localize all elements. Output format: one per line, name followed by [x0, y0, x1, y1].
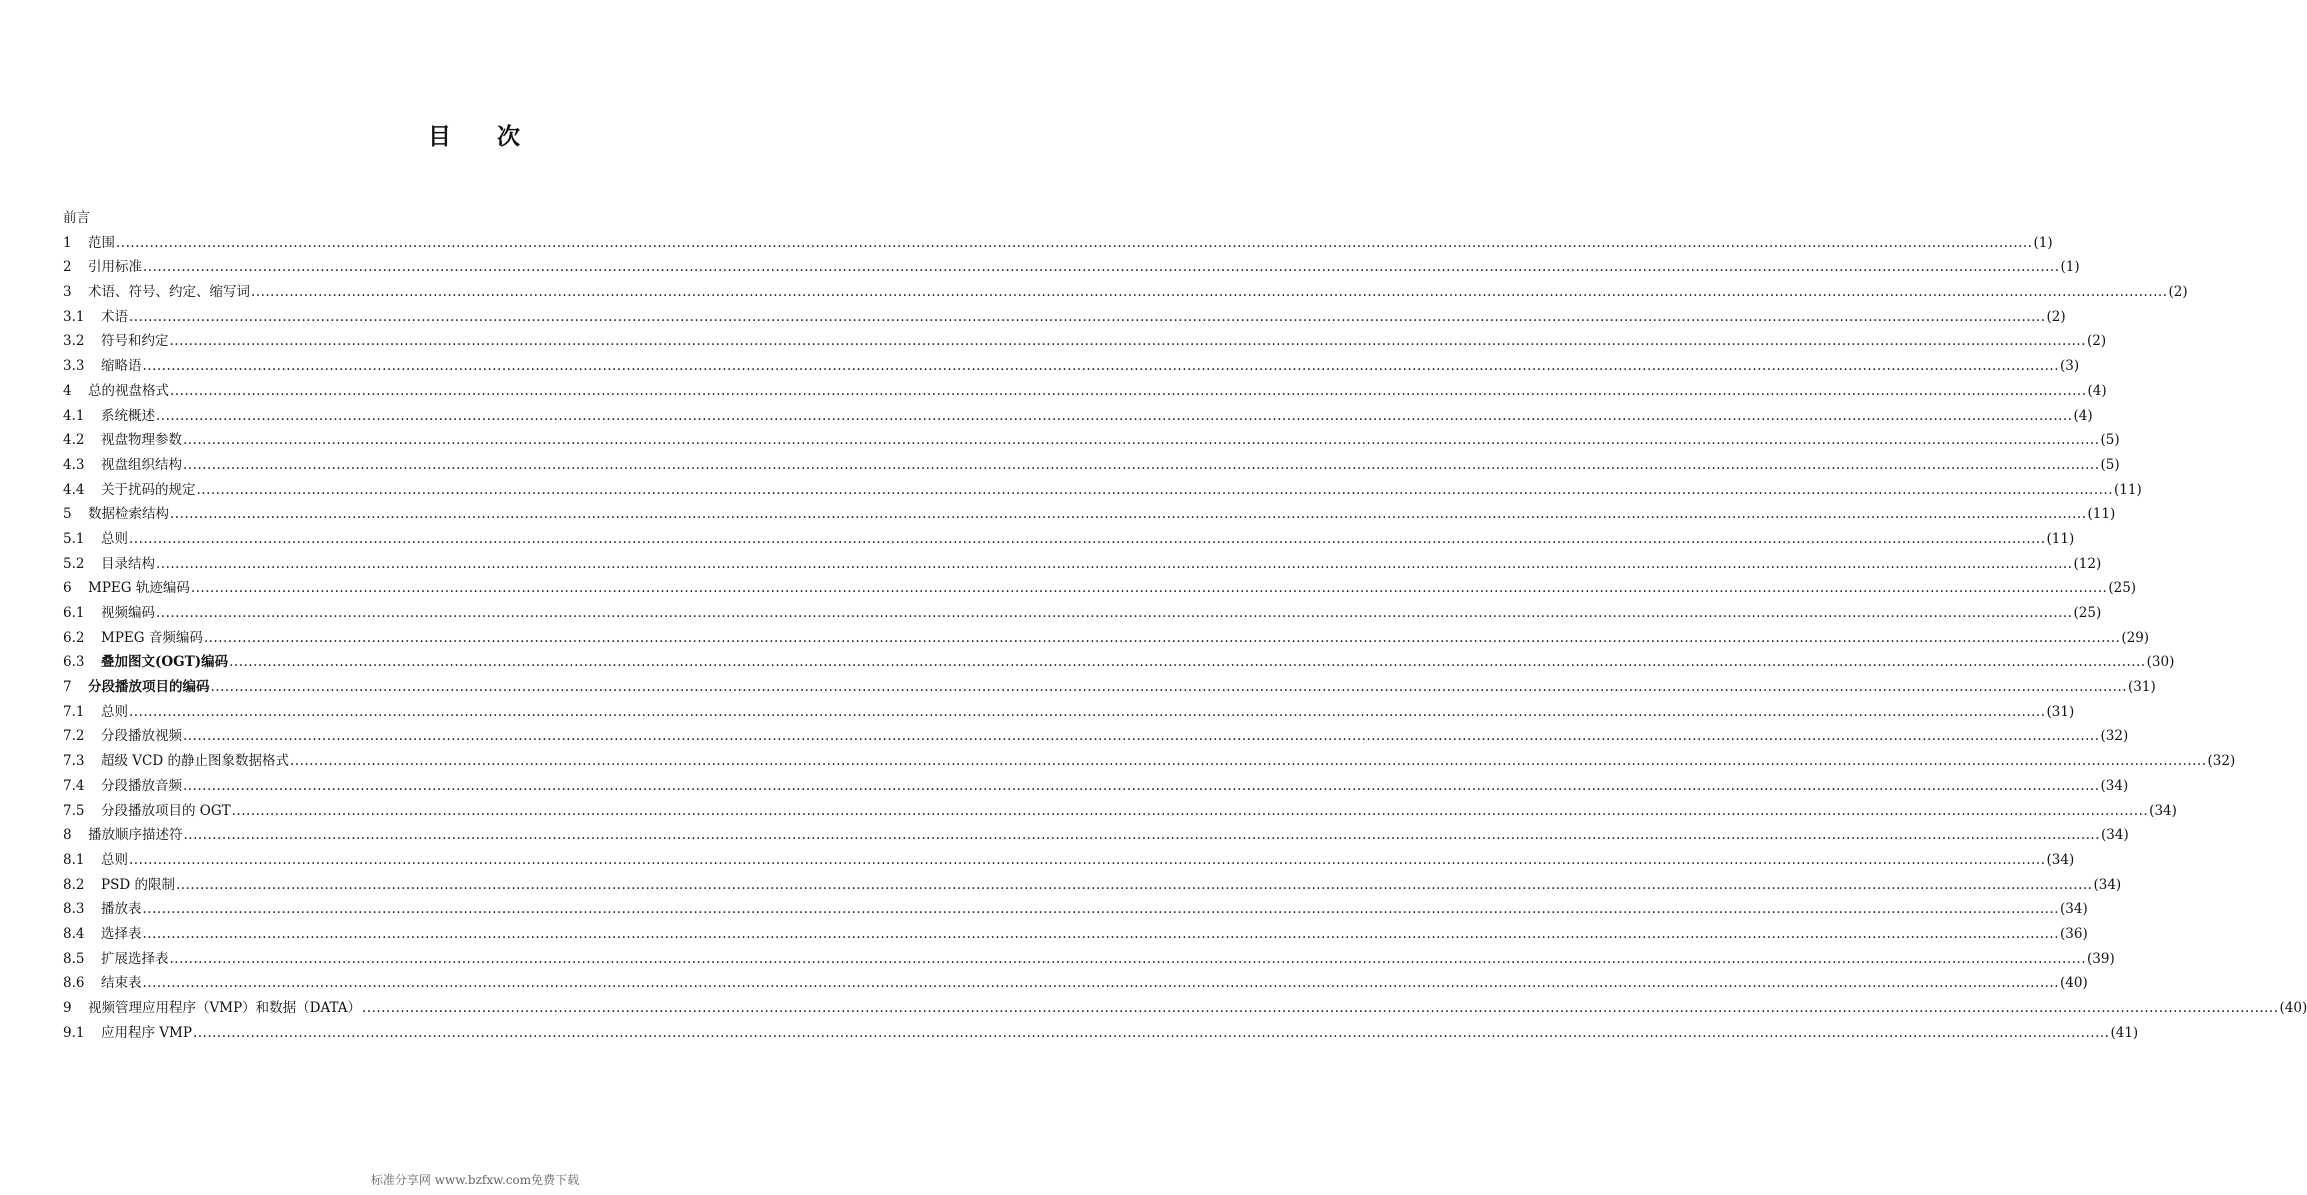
toc-entry-page: (5) — [2100, 432, 2120, 449]
toc-entry-title: 播放顺序描述符 — [88, 827, 183, 844]
toc-entry-page: (4) — [2073, 407, 2093, 424]
toc-entry-title: 视盘物理参数 — [101, 432, 182, 449]
toc-entry-number: 4.4 — [63, 481, 85, 498]
toc-entry — [63, 996, 2307, 1021]
toc-entry — [63, 453, 2120, 478]
toc-entry-number: 7.3 — [63, 753, 85, 770]
toc-entry-title: MPEG 音频编码 — [101, 629, 203, 646]
toc-entry-title: 选择表 — [101, 925, 142, 942]
toc-entry-page: (31) — [2128, 679, 2156, 696]
toc-entry-number: 6 — [63, 580, 72, 597]
toc-dot-leader: ................................................................................................................................................................................................................................................................................................................................................................................................................ — [142, 975, 2060, 992]
toc-entry-number: 6.3 — [63, 654, 85, 671]
toc-entry-number: 6.1 — [63, 605, 85, 621]
toc-entry-title: 视盘组织结构 — [101, 456, 182, 473]
toc-entry-page: (1) — [2033, 234, 2053, 251]
toc-dot-leader: ................................................................................................................................................................................................................................................................................................................................................................................................................ — [129, 530, 2046, 547]
toc-entry-title: 分段播放音频 — [101, 777, 182, 794]
toc-entry-number: 8.3 — [63, 901, 85, 918]
toc-entry-page: (41) — [2110, 1024, 2139, 1041]
toc-dot-leader: ................................................................................................................................................................................................................................................................................................................................................................................................................ — [203, 629, 2121, 646]
toc-entry-number: 6.2 — [63, 629, 85, 646]
footer-watermark: 标准分享网 www.bzfxw.com免费下载 — [370, 1173, 580, 1187]
toc-entry — [63, 799, 2177, 824]
toc-dot-leader: ................................................................................................................................................................................................................................................................................................................................................................................................................ — [183, 456, 2100, 473]
toc-entry-number: 8.1 — [63, 851, 85, 868]
toc-entry — [63, 700, 2075, 725]
toc-dot-leader: ................................................................................................................................................................................................................................................................................................................................................................................................................ — [183, 827, 2101, 844]
toc-entry-page: (40) — [2279, 1000, 2307, 1016]
toc-entry-page: (4) — [2087, 382, 2107, 399]
toc-entry — [63, 527, 2075, 552]
toc-entry-page: (11) — [2087, 506, 2116, 523]
toc-entry-title: 总则 — [101, 703, 128, 720]
toc-entry-page: (2) — [2168, 284, 2188, 301]
toc-entry-number: 5 — [63, 506, 72, 523]
toc-entry — [63, 873, 2122, 898]
toc-entry-page: (11) — [2046, 530, 2075, 547]
toc-entry — [63, 1021, 2139, 1046]
toc-entry — [63, 650, 2175, 675]
toc-entry-number: 7 — [63, 679, 72, 696]
toc-entry-page: (34) — [2101, 827, 2129, 844]
toc-dot-leader: ................................................................................................................................................................................................................................................................................................................................................................................................................ — [142, 901, 2060, 918]
toc-entry-title: 视频管理应用程序（VMP）和数据（DATA） — [88, 1000, 362, 1016]
toc-entry — [63, 379, 2107, 404]
toc-entry-title: 系统概述 — [101, 407, 155, 424]
toc-entry-title: 叠加图文(OGT)编码 — [101, 654, 229, 671]
toc-dot-leader: ................................................................................................................................................................................................................................................................................................................................................................................................................ — [251, 284, 2168, 301]
toc-entry-page: (36) — [2060, 925, 2088, 942]
toc-dot-leader: ................................................................................................................................................................................................................................................................................................................................................................................................................ — [183, 432, 2100, 449]
toc-entry-page: (32) — [2100, 728, 2129, 745]
toc-entry — [63, 305, 2066, 330]
toc-entry-number: 8.5 — [63, 950, 85, 967]
toc-dot-leader: ................................................................................................................................................................................................................................................................................................................................................................................................................ — [129, 851, 2046, 868]
toc-dot-leader: ................................................................................................................................................................................................................................................................................................................................................................................................................ — [231, 802, 2149, 819]
toc-entry-page: (34) — [2060, 901, 2088, 918]
title-char-1: 目 — [428, 124, 453, 150]
toc-entry — [63, 626, 2150, 651]
toc-entry — [63, 552, 2102, 577]
toc-entry-page: (34) — [2149, 802, 2177, 819]
toc-entry-title: 超级 VCD 的静止图象数据格式 — [101, 753, 289, 770]
toc-dot-leader: ................................................................................................................................................................................................................................................................................................................................................................................................................ — [210, 679, 2128, 696]
toc-entry-page: (34) — [2093, 876, 2122, 893]
toc-dot-leader: ................................................................................................................................................................................................................................................................................................................................................................................................................ — [175, 876, 2093, 893]
page-title — [0, 118, 950, 151]
toc-entry-page: (12) — [2073, 555, 2102, 572]
toc-dot-leader: ................................................................................................................................................................................................................................................................................................................................................................................................................ — [129, 703, 2046, 720]
toc-entry — [63, 404, 2093, 429]
toc-entry-title: 分段播放视频 — [101, 728, 182, 745]
toc-entry-title: 总则 — [101, 851, 128, 868]
toc-entry-title: 分段播放项目的编码 — [88, 679, 210, 696]
toc-dot-leader: ................................................................................................................................................................................................................................................................................................................................................................................................................ — [290, 753, 2207, 770]
toc-entry-page: (2) — [2087, 333, 2107, 350]
toc-entry-page: (29) — [2121, 629, 2150, 646]
toc-dot-leader: ................................................................................................................................................................................................................................................................................................................................................................................................................ — [362, 1000, 2279, 1016]
toc-entry — [63, 774, 2129, 799]
toc-entry-title: 视频编码 — [101, 605, 155, 621]
toc-entry — [63, 231, 2053, 256]
toc-entry-page: (34) — [2100, 777, 2129, 794]
toc-entry — [63, 947, 2115, 972]
toc-entry-number: 2 — [63, 259, 72, 276]
toc-entry-title: 缩略语 — [101, 358, 142, 375]
toc-entry-number: 5.2 — [63, 555, 85, 572]
title-char-2: 次 — [497, 124, 522, 150]
toc-entry-page: (5) — [2100, 456, 2120, 473]
toc-entry-title: 应用程序 VMP — [101, 1024, 192, 1041]
toc-entry-title: 播放表 — [101, 901, 142, 918]
toc-entry — [63, 428, 2120, 453]
toc-entry — [63, 502, 2116, 527]
toc-entry-title: 结束表 — [101, 975, 142, 992]
toc-entry — [63, 675, 2156, 700]
toc-entry-title: PSD 的限制 — [101, 876, 175, 893]
toc-entry-title: 引用标准 — [88, 259, 142, 276]
toc-entry-page: (30) — [2146, 654, 2175, 671]
toc-entry-title: 范围 — [88, 234, 115, 251]
toc-entry — [63, 823, 2129, 848]
toc-dot-leader: ................................................................................................................................................................................................................................................................................................................................................................................................................ — [196, 481, 2114, 498]
toc-entry-number: 8.2 — [63, 876, 85, 893]
toc-entry — [63, 601, 2102, 626]
toc-dot-leader: ................................................................................................................................................................................................................................................................................................................................................................................................................ — [170, 506, 2087, 523]
toc-entry-number: 8 — [63, 827, 72, 844]
toc-entry — [63, 354, 2080, 379]
toc-entry-title: 扩展选择表 — [101, 950, 169, 967]
toc-preface: 前言 — [63, 210, 90, 226]
toc-entry-page: (3) — [2060, 358, 2080, 375]
toc-dot-leader: ................................................................................................................................................................................................................................................................................................................................................................................................................ — [170, 382, 2087, 399]
toc-entry-number: 8.4 — [63, 925, 85, 942]
toc-entry — [63, 749, 2236, 774]
toc-dot-leader: ................................................................................................................................................................................................................................................................................................................................................................................................................ — [142, 925, 2060, 942]
toc-entry — [63, 478, 2142, 503]
toc-dot-leader: ................................................................................................................................................................................................................................................................................................................................................................................................................ — [143, 259, 2060, 276]
toc-dot-leader: ................................................................................................................................................................................................................................................................................................................................................................................................................ — [192, 1024, 2110, 1041]
toc-entry — [63, 329, 2107, 354]
toc-entry-number: 8.6 — [63, 975, 85, 992]
toc-dot-leader: ................................................................................................................................................................................................................................................................................................................................................................................................................ — [169, 950, 2087, 967]
toc-dot-leader: ................................................................................................................................................................................................................................................................................................................................................................................................................ — [183, 728, 2100, 745]
toc-dot-leader: ................................................................................................................................................................................................................................................................................................................................................................................................................ — [156, 605, 2073, 621]
toc-entry-page: (25) — [2073, 605, 2102, 621]
toc-entry-page: (31) — [2046, 703, 2075, 720]
toc-entry-number: 3.3 — [63, 358, 85, 375]
toc-entry-number: 7.2 — [63, 728, 85, 745]
toc-entry-number: 1 — [63, 234, 72, 251]
toc-entry-title: MPEG 轨迹编码 — [88, 580, 190, 597]
toc-dot-leader: ................................................................................................................................................................................................................................................................................................................................................................................................................ — [183, 777, 2100, 794]
toc-list — [63, 231, 2307, 1046]
toc-entry-number: 3.2 — [63, 333, 85, 350]
toc-entry-number: 4 — [63, 382, 72, 399]
toc-entry-number: 5.1 — [63, 530, 85, 547]
toc-entry-number: 7.5 — [63, 802, 85, 819]
toc-entry-number: 7.4 — [63, 777, 85, 794]
toc-entry-number: 7.1 — [63, 703, 85, 720]
toc-entry-title: 符号和约定 — [101, 333, 169, 350]
toc-dot-leader: ................................................................................................................................................................................................................................................................................................................................................................................................................ — [169, 333, 2087, 350]
toc-entry-number: 9 — [63, 1000, 72, 1016]
toc-dot-leader: ................................................................................................................................................................................................................................................................................................................................................................................................................ — [156, 407, 2073, 424]
toc-dot-leader: ................................................................................................................................................................................................................................................................................................................................................................................................................ — [190, 580, 2108, 597]
toc-entry-title: 目录结构 — [101, 555, 155, 572]
toc-entry-page: (32) — [2207, 753, 2236, 770]
toc-entry-page: (1) — [2060, 259, 2080, 276]
toc-entry — [63, 576, 2137, 601]
toc-entry — [63, 922, 2088, 947]
toc-entry — [63, 971, 2088, 996]
toc-entry-page: (25) — [2108, 580, 2137, 597]
toc-entry-number: 4.3 — [63, 456, 85, 473]
toc-entry-number: 4.1 — [63, 407, 85, 424]
toc-dot-leader: ................................................................................................................................................................................................................................................................................................................................................................................................................ — [142, 358, 2060, 375]
toc-entry-number: 4.2 — [63, 432, 85, 449]
toc-entry-title: 数据检索结构 — [88, 506, 169, 523]
toc-entry-number: 3.1 — [63, 308, 85, 325]
toc-dot-leader: ................................................................................................................................................................................................................................................................................................................................................................................................................ — [156, 555, 2073, 572]
toc-entry-page: (40) — [2060, 975, 2088, 992]
toc-entry-title: 分段播放项目的 OGT — [101, 802, 231, 819]
toc-entry-page: (2) — [2046, 308, 2066, 325]
toc-entry-title: 总的视盘格式 — [88, 382, 169, 399]
toc-entry-title: 总则 — [101, 530, 128, 547]
toc-entry — [63, 724, 2129, 749]
toc-entry-number: 3 — [63, 284, 72, 301]
toc-entry — [63, 897, 2088, 922]
table-of-contents — [63, 206, 2307, 1045]
toc-entry — [63, 280, 2188, 305]
toc-entry — [63, 255, 2080, 280]
toc-entry-page: (11) — [2114, 481, 2142, 498]
toc-entry-number: 9.1 — [63, 1024, 85, 1041]
toc-dot-leader: ................................................................................................................................................................................................................................................................................................................................................................................................................ — [116, 234, 2033, 251]
toc-entry-title: 术语 — [101, 308, 128, 325]
toc-entry-title: 关于扰码的规定 — [101, 481, 196, 498]
toc-dot-leader: ................................................................................................................................................................................................................................................................................................................................................................................................................ — [129, 308, 2046, 325]
toc-entry-page: (39) — [2087, 950, 2115, 967]
toc-entry-title: 术语、符号、约定、缩写词 — [88, 284, 250, 301]
toc-entry — [63, 848, 2075, 873]
toc-entry-page: (34) — [2046, 851, 2075, 868]
toc-dot-leader: ................................................................................................................................................................................................................................................................................................................................................................................................................ — [229, 654, 2146, 671]
